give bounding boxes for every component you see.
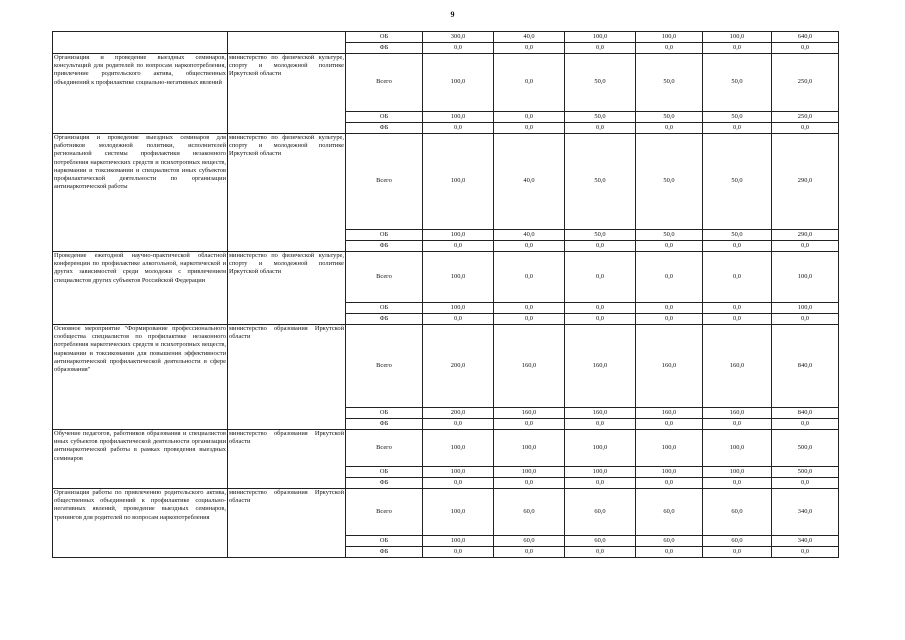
amount-cell: 100,0: [494, 430, 565, 467]
amount-cell: 100,0: [565, 467, 636, 478]
amount-cell: 0,0: [565, 241, 636, 252]
amount-cell: 300,0: [423, 32, 494, 43]
executor-name: министерство образования Иркутской области: [228, 430, 346, 489]
table-row: [53, 430, 839, 467]
amount-cell: 50,0: [636, 230, 703, 241]
budget-type: ФБ: [346, 241, 423, 252]
amount-cell: 0,0: [772, 419, 839, 430]
amount-cell: 100,0: [423, 467, 494, 478]
budget-type: Всего: [346, 54, 423, 112]
page-number: 9: [450, 10, 455, 19]
amount-cell: 100,0: [423, 230, 494, 241]
amount-cell: 100,0: [703, 467, 772, 478]
budget-type: ФБ: [346, 123, 423, 134]
amount-cell: 160,0: [494, 325, 565, 408]
amount-cell: 0,0: [636, 314, 703, 325]
amount-cell: 160,0: [636, 325, 703, 408]
amount-cell: 60,0: [703, 536, 772, 547]
amount-cell: 0,0: [636, 252, 703, 303]
amount-cell: 500,0: [772, 467, 839, 478]
amount-cell: 0,0: [423, 314, 494, 325]
amount-cell: 0,0: [565, 478, 636, 489]
amount-cell: 0,0: [636, 547, 703, 558]
amount-cell: 0,0: [636, 478, 703, 489]
amount-cell: 100,0: [423, 134, 494, 230]
amount-cell: 290,0: [772, 134, 839, 230]
amount-cell: 200,0: [423, 325, 494, 408]
activity-name: Основное мероприятие "Формирование профессионального сообщества специалистов по профилактике незаконного потребления наркотических средств и психотропных веществ, наркомании и токсикомании для повышения эффективности антинаркотической профилактической деятельности в сфере образования": [53, 325, 228, 430]
amount-cell: 0,0: [772, 478, 839, 489]
amount-cell: 160,0: [703, 408, 772, 419]
amount-cell: 50,0: [565, 230, 636, 241]
amount-cell: 100,0: [423, 536, 494, 547]
amount-cell: 0,0: [423, 547, 494, 558]
amount-cell: 100,0: [772, 303, 839, 314]
budget-type: ОБ: [346, 536, 423, 547]
amount-cell: 0,0: [565, 314, 636, 325]
budget-type: ФБ: [346, 314, 423, 325]
budget-type: ОБ: [346, 32, 423, 43]
amount-cell: 0,0: [494, 252, 565, 303]
amount-cell: 0,0: [703, 123, 772, 134]
amount-cell: 100,0: [565, 430, 636, 467]
amount-cell: 0,0: [494, 123, 565, 134]
budget-type: ОБ: [346, 408, 423, 419]
amount-cell: 50,0: [636, 54, 703, 112]
amount-cell: 0,0: [703, 419, 772, 430]
amount-cell: 100,0: [423, 303, 494, 314]
amount-cell: 0,0: [703, 303, 772, 314]
amount-cell: 0,0: [494, 478, 565, 489]
amount-cell: 0,0: [565, 547, 636, 558]
amount-cell: 0,0: [494, 241, 565, 252]
amount-cell: 0,0: [636, 303, 703, 314]
amount-cell: 100,0: [636, 467, 703, 478]
activity-name: Проведение ежегодной научно-практической областной конференции по профилактике алкогольной, наркотической и других зависимостей среди молодежи с привлечением специалистов других субъектов Российской Федерации: [53, 252, 228, 325]
amount-cell: 0,0: [772, 547, 839, 558]
amount-cell: 0,0: [423, 43, 494, 54]
amount-cell: 100,0: [636, 32, 703, 43]
amount-cell: 50,0: [636, 134, 703, 230]
amount-cell: 0,0: [494, 54, 565, 112]
activity-name: Организация и проведение выездных семинаров для работников молодежной политики, исполнителей региональной системы профилактики незаконного потребления наркотических средств и психотропных веществ, наркомании и токсикомании и специалистов иных субъектов профилактической деятельности по организации антинаркотической работы: [53, 134, 228, 252]
amount-cell: 0,0: [565, 419, 636, 430]
amount-cell: 0,0: [565, 123, 636, 134]
amount-cell: 100,0: [494, 467, 565, 478]
amount-cell: 840,0: [772, 408, 839, 419]
amount-cell: 160,0: [565, 325, 636, 408]
amount-cell: 60,0: [494, 536, 565, 547]
amount-cell: 100,0: [703, 32, 772, 43]
funding-table: [52, 31, 839, 558]
amount-cell: 160,0: [636, 408, 703, 419]
continued-name-cell: [53, 32, 228, 54]
budget-type: ОБ: [346, 303, 423, 314]
amount-cell: 640,0: [772, 32, 839, 43]
amount-cell: 340,0: [772, 536, 839, 547]
budget-type: ОБ: [346, 112, 423, 123]
executor-name: министерство образования Иркутской области: [228, 325, 346, 430]
amount-cell: 0,0: [703, 43, 772, 54]
amount-cell: 50,0: [565, 54, 636, 112]
amount-cell: 0,0: [565, 252, 636, 303]
amount-cell: 100,0: [423, 489, 494, 536]
amount-cell: 0,0: [423, 241, 494, 252]
table-row: [53, 252, 839, 303]
amount-cell: 60,0: [565, 536, 636, 547]
amount-cell: 290,0: [772, 230, 839, 241]
amount-cell: 250,0: [772, 54, 839, 112]
executor-name: министерство по физической культуре, спорту и молодежной политике Иркутской области: [228, 134, 346, 252]
budget-type: Всего: [346, 252, 423, 303]
budget-type: Всего: [346, 489, 423, 536]
amount-cell: 60,0: [636, 489, 703, 536]
amount-cell: 40,0: [494, 32, 565, 43]
table-row: [53, 54, 839, 112]
amount-cell: 0,0: [494, 112, 565, 123]
amount-cell: 0,0: [772, 43, 839, 54]
amount-cell: 50,0: [703, 134, 772, 230]
amount-cell: 100,0: [423, 112, 494, 123]
amount-cell: 0,0: [494, 314, 565, 325]
amount-cell: 340,0: [772, 489, 839, 536]
amount-cell: 500,0: [772, 430, 839, 467]
amount-cell: 0,0: [423, 478, 494, 489]
executor-name: министерство по физической культуре, спорту и молодежной политике Иркутской области: [228, 252, 346, 325]
amount-cell: 160,0: [494, 408, 565, 419]
amount-cell: 0,0: [494, 419, 565, 430]
amount-cell: 50,0: [565, 134, 636, 230]
amount-cell: 160,0: [703, 325, 772, 408]
budget-type: ОБ: [346, 230, 423, 241]
continued-executor-cell: [228, 32, 346, 54]
amount-cell: 0,0: [703, 547, 772, 558]
budget-type: Всего: [346, 134, 423, 230]
amount-cell: 40,0: [494, 134, 565, 230]
amount-cell: 200,0: [423, 408, 494, 419]
amount-cell: 0,0: [772, 314, 839, 325]
budget-type: ФБ: [346, 478, 423, 489]
table-row: [53, 32, 839, 43]
amount-cell: 0,0: [423, 123, 494, 134]
amount-cell: 0,0: [636, 241, 703, 252]
amount-cell: 160,0: [565, 408, 636, 419]
amount-cell: 0,0: [494, 43, 565, 54]
amount-cell: 0,0: [703, 314, 772, 325]
activity-name: Организация и проведение выездных семинаров, консультаций для родителей по вопросам наркопотребления, привлечение родительского актива, общественных объединений к профилактике социально-негативных явлений: [53, 54, 228, 134]
amount-cell: 60,0: [494, 489, 565, 536]
amount-cell: 50,0: [636, 112, 703, 123]
executor-name: министерство образования Иркутской области: [228, 489, 346, 558]
amount-cell: 0,0: [772, 123, 839, 134]
amount-cell: 50,0: [703, 112, 772, 123]
amount-cell: 0,0: [636, 123, 703, 134]
amount-cell: 0,0: [636, 43, 703, 54]
amount-cell: 60,0: [636, 536, 703, 547]
amount-cell: 0,0: [703, 478, 772, 489]
amount-cell: 50,0: [703, 230, 772, 241]
executor-name: министерство по физической культуре, спорту и молодежной политике Иркутской области: [228, 54, 346, 134]
amount-cell: 0,0: [494, 547, 565, 558]
budget-type: ФБ: [346, 547, 423, 558]
activity-name: Обучение педагогов, работников образования и специалистов иных субъектов профилактической деятельности организации антинаркотической работы в рамках проведения выездных семинаров: [53, 430, 228, 489]
amount-cell: 50,0: [703, 54, 772, 112]
amount-cell: 100,0: [772, 252, 839, 303]
amount-cell: 0,0: [565, 303, 636, 314]
table-row: [53, 489, 839, 536]
amount-cell: 0,0: [703, 241, 772, 252]
activity-name: Организация работы по привлечению родительского актива, общественных объединений к профилактике социально-негативных явлений, проведение выездных семинаров, тренингов для родителей по вопросам наркопотребления: [53, 489, 228, 558]
budget-type: Всего: [346, 430, 423, 467]
amount-cell: 250,0: [772, 112, 839, 123]
amount-cell: 840,0: [772, 325, 839, 408]
amount-cell: 0,0: [703, 252, 772, 303]
amount-cell: 60,0: [565, 489, 636, 536]
amount-cell: 0,0: [636, 419, 703, 430]
amount-cell: 100,0: [423, 54, 494, 112]
table-row: [53, 134, 839, 230]
budget-type: ФБ: [346, 43, 423, 54]
amount-cell: 100,0: [636, 430, 703, 467]
amount-cell: 40,0: [494, 230, 565, 241]
amount-cell: 100,0: [423, 252, 494, 303]
amount-cell: 60,0: [703, 489, 772, 536]
table-row: [53, 325, 839, 408]
budget-type: ОБ: [346, 467, 423, 478]
amount-cell: 50,0: [565, 112, 636, 123]
budget-type: Всего: [346, 325, 423, 408]
amount-cell: 0,0: [494, 303, 565, 314]
amount-cell: 0,0: [423, 419, 494, 430]
budget-type: ФБ: [346, 419, 423, 430]
amount-cell: 0,0: [772, 241, 839, 252]
amount-cell: 100,0: [423, 430, 494, 467]
amount-cell: 100,0: [703, 430, 772, 467]
amount-cell: 0,0: [565, 43, 636, 54]
amount-cell: 100,0: [565, 32, 636, 43]
